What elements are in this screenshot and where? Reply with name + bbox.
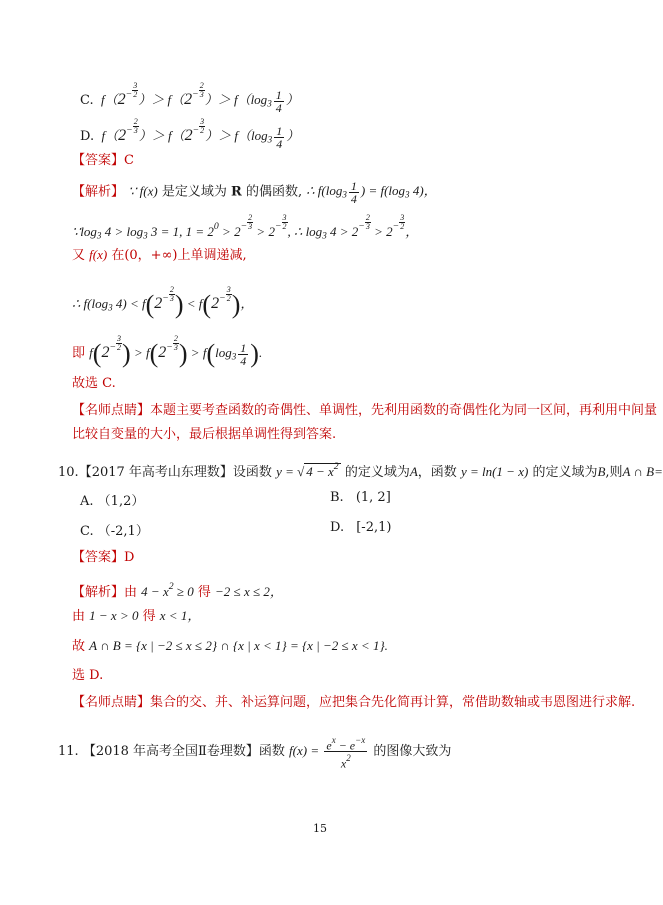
q9-analysis-expr-5: f(2− $\frac{3}{2}$ ) > f(2− $\frac{2}{3}$ ) > $f(\log_3$ $\frac{1}{4}$ ). [89, 334, 263, 369]
q10-option-d-value: [-2,1) [356, 520, 392, 535]
q9-tip-line-2: 比较自变量的大小，最后根据单调性得到答案. [72, 427, 337, 442]
q10-analysis-expr-2b: x < 1， [159, 608, 201, 623]
q10-analysis-line-4: 选 D. [72, 668, 104, 683]
q10-stem-expr-1: y = √ $4 - x^2$ [276, 461, 339, 479]
q9-answer: 【答案】C [72, 153, 134, 168]
q10-option-c-value: （-2,1） [97, 524, 149, 539]
q10-option-a-label: A. [80, 494, 94, 509]
q11-stem-expr: f(x) = $\frac{e^x - e^{-x}}{x^2}$ [289, 735, 366, 771]
q9-tip-text-1: 本题主要考查函数的奇偶性、单调性，先利用函数的奇偶性化为同一区间，再利用中间量 [150, 403, 658, 418]
q9-analysis-line-1 [72, 180, 437, 205]
q10-tip-text: 集合的交、并、补运算问题，应把集合先化简再计算，常借助数轴或韦恩图进行求解. [150, 695, 636, 710]
q10-analysis-expr-1a: $4 - x^2 \ge 0$ [141, 581, 194, 599]
q10-stem-text-3: ，函数 [417, 464, 457, 480]
q9-option-c-expr: f（2− $\frac{3}{2}$ ）＞ f（2− $\frac{2}{3}$ ）＞ $f(\log_3$ $\frac{1}{4}$ ） [97, 81, 299, 115]
q10-option-a-value: （1,2） [97, 494, 145, 509]
q10-option-c-label: C. [80, 524, 94, 539]
q10-analysis-expr-2a: 1 − x > 0 [89, 608, 139, 623]
q9-analysis-r: R [231, 184, 242, 200]
q10-tip [72, 694, 635, 712]
q10-stem-text-1: 设函数 [232, 464, 272, 480]
q9-analysis-label: 【解析】 [72, 184, 125, 200]
q10-analysis-expr-1b: −2 ≤ x ≤ 2， [215, 583, 283, 599]
q9-analysis-expr-3: f(x) [89, 247, 108, 262]
q10-option-d-label: D. [330, 520, 345, 535]
q10-stem-expr-3: A ∩ B= [622, 463, 663, 479]
page-number: 15 [313, 822, 327, 835]
q9-analysis-text-3b: 在(0，+∞)上单调递减, [111, 248, 247, 263]
q9-analysis-text-1b: 的偶函数, [245, 184, 303, 200]
q9-analysis-text-3a: 又 [72, 248, 86, 263]
q9-analysis-line-4 [72, 285, 254, 320]
q10-stem-a: A [409, 463, 418, 479]
q9-analysis-line-2 [72, 214, 418, 244]
q10-analysis-text-2b: 得 [142, 609, 156, 624]
q11-number: 11. [58, 743, 79, 759]
q10-stem-b: B [597, 463, 606, 479]
q9-option-c-label: C. [80, 93, 94, 109]
q11-source: 【2018 年高考全国Ⅱ卷理数】 [82, 743, 259, 759]
q10-analysis-text-1b: 得 [197, 584, 211, 600]
q9-tip-label: 【名师点睛】 [72, 403, 151, 418]
q10-stem [58, 458, 663, 482]
q10-stem-expr-2: y = ln(1 − x) [460, 463, 529, 479]
q10-number: 10. [58, 464, 79, 480]
q9-option-c [80, 82, 299, 114]
q10-tip-label: 【名师点睛】 [72, 695, 151, 710]
q10-option-a [80, 490, 144, 509]
q10-analysis-expr-3: A ∩ B = {x | −2 ≤ x ≤ 2} ∩ {x | x < 1} = {x | −2 ≤ x < 1}. [89, 638, 388, 653]
q9-analysis-expr-2: $\because\log_3$ $4 > \log_3 3 = 1$, $1 = 2^0 > 2^-$ $\frac{2}{3}$ > 2− $\frac{3}{2}$ , ∴ $\log_3 4 > 2^-$ $\frac{2}{3}$ > 2− $\frac{3}{2}$ ， [72, 213, 419, 241]
q11-stem [58, 734, 451, 770]
q9-analysis-line-5 [72, 335, 262, 367]
q10-option-c [80, 520, 149, 539]
q10-stem-text-5: ,则 [605, 464, 623, 480]
q10-stem-text-4: 的定义域为 [532, 464, 598, 480]
q10-option-d [330, 520, 391, 535]
q9-analysis-text-1a: 是定义域为 [161, 184, 227, 200]
q9-analysis-line-3 [72, 246, 247, 265]
q10-analysis-text-2a: 由 [72, 609, 86, 624]
q10-analysis-line-3 [72, 637, 388, 656]
q9-analysis-expr-1a: ∵ f(x) [128, 183, 158, 199]
q10-analysis-label: 【解析】 [72, 584, 125, 600]
q10-option-b-label: B. [330, 490, 344, 505]
q10-option-b-value: (1, 2] [355, 490, 391, 505]
q11-stem-text-2: 的图像大致为 [373, 743, 452, 759]
q10-analysis-text-1a: 由 [124, 584, 138, 600]
q10-option-b [330, 490, 391, 505]
q10-answer: 【答案】D [72, 550, 135, 565]
q9-option-d-expr: f（2− $\frac{2}{3}$ ）＞ f（2− $\frac{3}{2}$ ）＞ $f(\log_3$ $\frac{1}{4}$ ） [98, 117, 300, 151]
q11-stem-text-1: 函数 [258, 743, 285, 759]
q9-analysis-expr-1b: ∴ $f(\log_3$ $\frac{1}{4}$ ) = $f(\log_3$ 4)， [306, 179, 437, 206]
q9-analysis-text-5: 即 [72, 346, 86, 362]
q10-analysis-line-1 [72, 578, 283, 602]
q10-analysis-line-2 [72, 607, 200, 626]
q9-option-d-label: D. [80, 129, 95, 145]
q9-option-d [80, 118, 299, 150]
q9-analysis-expr-4: ∴ $f(\log_3$ 4) < f(2− $\frac{2}{3}$ ) < f(2− $\frac{3}{2}$ )， [72, 285, 254, 320]
q10-analysis-text-3: 故 [72, 639, 86, 654]
q9-conclusion: 故选 C. [72, 376, 116, 391]
q10-stem-text-2: 的定义域为 [344, 464, 410, 480]
q10-source: 【2017 年高考山东理数】 [78, 464, 233, 480]
q9-tip-line-1 [72, 402, 657, 420]
